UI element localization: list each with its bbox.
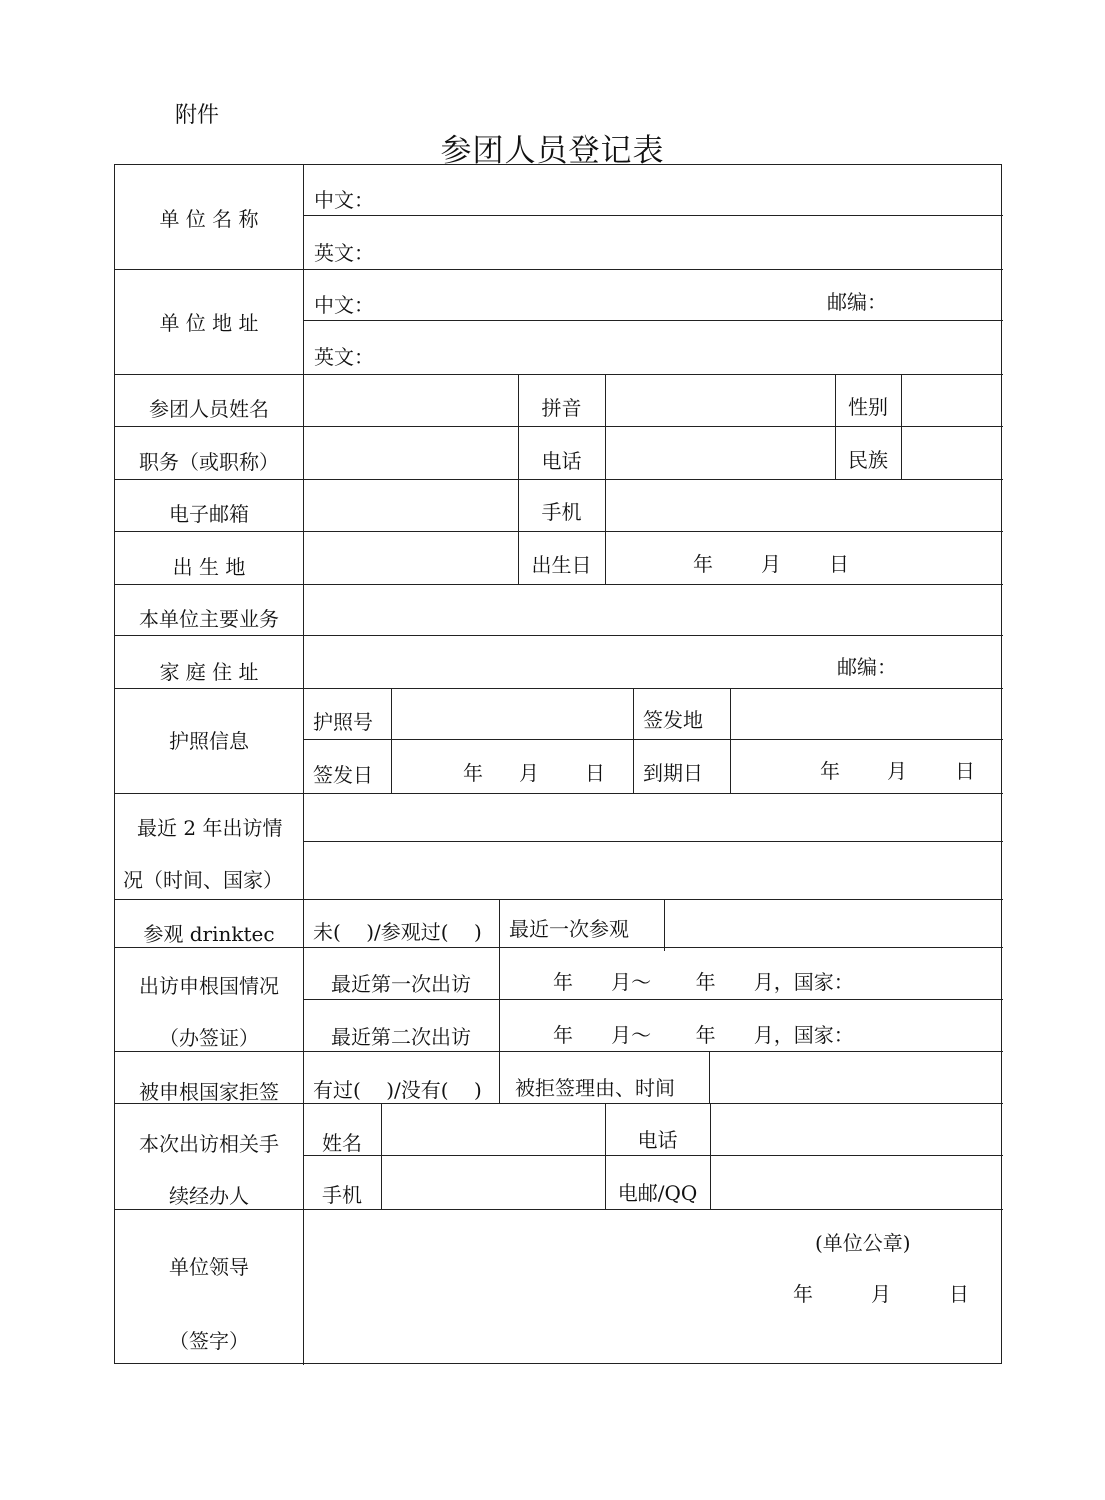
row-divider xyxy=(303,1155,1003,1156)
gender-label: 性别 xyxy=(848,395,888,419)
schengen-label-line1: 出访申根国情况 xyxy=(139,974,279,998)
column-divider xyxy=(730,688,731,793)
birthday-day: 日 xyxy=(829,552,849,576)
phone-label: 电话 xyxy=(541,449,582,473)
expiry-day: 日 xyxy=(955,759,975,783)
schengen-second-visit-label: 最近第二次出访 xyxy=(331,1025,471,1049)
row-divider xyxy=(303,215,1003,216)
column-divider xyxy=(710,1103,711,1209)
row-divider xyxy=(115,688,1003,689)
leader-label: 单位领导 xyxy=(169,1255,249,1279)
row-divider xyxy=(115,1209,1003,1210)
unit-name-label: 单 位 名 称 xyxy=(159,207,259,231)
position-label: 职务（或职称） xyxy=(139,450,279,474)
drinktec-last-visit-label: 最近一次参观 xyxy=(509,917,629,941)
passport-expiry-label: 到期日 xyxy=(643,761,703,785)
drinktec-label: 参观 drinktec xyxy=(143,922,275,946)
schengen-label-line2: （办签证） xyxy=(159,1026,259,1050)
row-divider xyxy=(303,841,1003,842)
unit-address-en-label: 英文： xyxy=(314,345,374,369)
unit-address-postcode-label: 邮编： xyxy=(827,290,887,314)
home-postcode-label: 邮编： xyxy=(837,655,897,679)
visa-refusal-reason-label: 被拒签理由、时间 xyxy=(515,1076,675,1100)
column-divider xyxy=(499,899,500,951)
passport-number-label: 护照号 xyxy=(313,710,373,734)
unit-address-zh-label: 中文： xyxy=(314,293,374,317)
leader-signature-label: （签字） xyxy=(169,1329,249,1353)
issue-day: 日 xyxy=(585,761,605,785)
ethnicity-label: 民族 xyxy=(848,448,888,472)
row-divider xyxy=(115,479,1003,480)
unit-address-label: 单 位 地 址 xyxy=(159,311,259,335)
recent-visits-label-line2: 况（时间、国家） xyxy=(123,868,283,892)
birthplace-label: 出 生 地 xyxy=(172,555,246,579)
visa-refusal-options: 有过( )/没有( ) xyxy=(313,1078,482,1102)
handler-email-label: 电邮/QQ xyxy=(617,1181,698,1205)
column-divider xyxy=(391,688,392,793)
row-divider xyxy=(115,426,1003,427)
column-divider xyxy=(381,1103,382,1209)
handler-mobile-label: 手机 xyxy=(322,1183,362,1207)
home-address-label: 家 庭 住 址 xyxy=(159,660,259,684)
column-divider xyxy=(499,1051,500,1103)
handler-name-label: 姓名 xyxy=(322,1131,362,1155)
passport-label: 护照信息 xyxy=(169,729,249,753)
row-divider xyxy=(303,999,1003,1000)
drinktec-options: 未( )/参观过( ) xyxy=(313,920,482,944)
handler-phone-label: 电话 xyxy=(637,1128,678,1152)
column-divider xyxy=(633,688,634,793)
member-name-label: 参团人员姓名 xyxy=(149,397,269,421)
recent-visits-label-line1: 最近 2 年出访情 xyxy=(137,816,283,840)
leader-date-year: 年 xyxy=(793,1282,813,1306)
column-divider xyxy=(901,374,902,479)
unit-name-en-label: 英文： xyxy=(314,241,374,265)
schengen-first-visit-label: 最近第一次出访 xyxy=(331,972,471,996)
attachment-label: 附件 xyxy=(175,103,220,128)
expiry-year: 年 xyxy=(820,759,840,783)
mobile-label: 手机 xyxy=(541,500,582,524)
row-divider xyxy=(115,899,1003,900)
row-divider xyxy=(115,947,1003,948)
row-divider xyxy=(115,374,1003,375)
leader-date-month: 月 xyxy=(871,1282,891,1306)
issue-year: 年 xyxy=(463,761,483,785)
leader-date-day: 日 xyxy=(949,1282,969,1306)
birthday-year: 年 xyxy=(693,552,713,576)
birthday-label: 出生日 xyxy=(531,553,592,577)
business-label: 本单位主要业务 xyxy=(139,607,279,631)
email-label: 电子邮箱 xyxy=(169,502,249,526)
unit-name-zh-label: 中文： xyxy=(314,188,374,212)
registration-form-table xyxy=(114,164,1002,1364)
pinyin-label: 拼音 xyxy=(541,396,582,420)
row-divider xyxy=(303,739,1003,740)
row-divider xyxy=(115,269,1003,270)
schengen-second-visit-period: 年 月～ 年 月，国家： xyxy=(553,1023,854,1047)
schengen-first-visit-period: 年 月～ 年 月，国家： xyxy=(553,970,854,994)
column-divider xyxy=(664,899,665,951)
row-divider xyxy=(115,584,1003,585)
visa-refusal-label: 被申根国家拒签 xyxy=(139,1080,279,1104)
row-divider xyxy=(115,531,1003,532)
column-divider xyxy=(709,1051,710,1103)
row-divider xyxy=(115,1051,1003,1052)
row-divider xyxy=(303,320,1003,321)
passport-issue-place-label: 签发地 xyxy=(643,708,703,732)
handler-label-line1: 本次出访相关手 xyxy=(139,1132,279,1156)
handler-label-line2: 续经办人 xyxy=(169,1184,249,1208)
issue-month: 月 xyxy=(519,761,539,785)
column-divider xyxy=(499,947,500,1051)
column-divider xyxy=(605,374,606,584)
row-divider xyxy=(115,793,1003,794)
row-divider xyxy=(115,635,1003,636)
unit-seal-label: (单位公章) xyxy=(815,1231,911,1255)
birthday-month: 月 xyxy=(761,552,781,576)
form-title: 参团人员登记表 xyxy=(440,133,665,169)
expiry-month: 月 xyxy=(887,759,907,783)
passport-issue-date-label: 签发日 xyxy=(313,763,373,787)
